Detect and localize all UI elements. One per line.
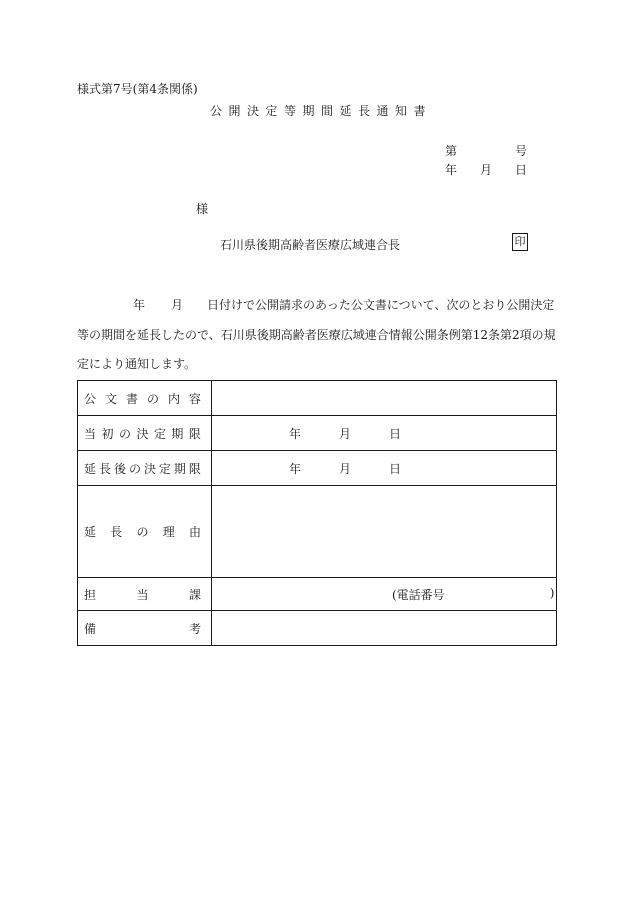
label-char: 限 [188, 461, 201, 476]
table-row [78, 381, 557, 416]
label-char: 当 [136, 587, 149, 602]
recipient-honorific: 様 [196, 202, 209, 216]
label-char: 担 [84, 587, 97, 602]
table-row [78, 486, 557, 578]
label-char: 書 [125, 391, 138, 406]
row-label-extended-deadline [78, 451, 212, 486]
issue-date-day: 日 [515, 163, 528, 177]
row-label-department [78, 578, 212, 611]
label-char: の [118, 426, 131, 441]
reason-field[interactable] [212, 486, 557, 578]
row-label-text [84, 620, 201, 637]
issue-date-month: 月 [480, 163, 493, 177]
row-label-text [84, 460, 201, 477]
label-char: 決 [143, 461, 156, 476]
original-deadline-day: 日 [389, 426, 402, 441]
label-char: 当 [84, 426, 97, 441]
seal-stamp-icon: 印 [512, 233, 528, 251]
original-deadline-month: 月 [339, 426, 352, 441]
phone-number-close: ) [549, 585, 555, 600]
row-label-original-deadline [78, 416, 212, 451]
document-number-label: 第 [445, 144, 458, 158]
body-month: 月 [171, 298, 184, 312]
info-table [77, 380, 557, 646]
label-char: 容 [188, 391, 201, 406]
original-deadline-year: 年 [289, 426, 302, 441]
label-char: 長 [98, 461, 111, 476]
body-paragraph-line-1 [77, 296, 554, 313]
content-field[interactable] [212, 381, 557, 416]
body-paragraph-line-3: 定により通知します。 [77, 357, 197, 371]
extended-deadline-day: 日 [389, 461, 402, 476]
table-row [78, 578, 557, 611]
label-char: 備 [84, 621, 97, 636]
body-text-rest: 日付けで公開請求のあった公文書について、次のとおり公開決定 [207, 298, 555, 312]
row-label-content [78, 381, 212, 416]
extended-deadline-month: 月 [339, 461, 352, 476]
row-label-reason [78, 486, 212, 578]
label-char: 期 [173, 461, 186, 476]
label-char: 後 [113, 461, 126, 476]
label-char: の [146, 391, 159, 406]
label-char: 考 [188, 621, 201, 636]
label-char: 由 [188, 525, 201, 539]
label-char: 延 [84, 461, 97, 476]
body-paragraph-line-2: 等の期間を延長したので、石川県後期高齢者医療広域連合情報公開条例第12条第2項の規 [77, 328, 556, 342]
label-char: 定 [153, 426, 166, 441]
document-title: 公開決定等期間延長通知書 [210, 104, 433, 118]
label-char: 長 [110, 525, 123, 539]
label-char: 文 [104, 391, 117, 406]
row-label-text [84, 425, 201, 442]
phone-number-label: (電話番号 [392, 587, 445, 602]
remarks-field[interactable] [212, 611, 557, 646]
document-number-suffix: 号 [515, 144, 528, 158]
table-row [78, 451, 557, 486]
extended-deadline-year: 年 [289, 461, 302, 476]
body-year: 年 [133, 298, 146, 312]
label-char: 延 [84, 525, 97, 539]
label-char: 内 [167, 391, 180, 406]
label-char: の [128, 461, 141, 476]
table-row [78, 611, 557, 646]
row-label-text [84, 523, 201, 540]
label-char: 理 [162, 525, 175, 539]
label-char: の [136, 525, 149, 539]
label-char: 限 [188, 426, 201, 441]
department-field[interactable] [212, 578, 557, 611]
label-char: 公 [84, 391, 97, 406]
issuer-name: 石川県後期高齢者医療広域連合長 [220, 238, 401, 252]
row-label-remarks [78, 611, 212, 646]
original-deadline-field[interactable] [212, 416, 557, 451]
row-label-text [84, 390, 201, 407]
issue-date-year: 年 [445, 163, 458, 177]
table-row [78, 416, 557, 451]
form-number: 様式第7号(第4条関係) [77, 82, 198, 96]
extended-deadline-field[interactable] [212, 451, 557, 486]
row-label-text [84, 586, 201, 603]
label-char: 期 [171, 426, 184, 441]
label-char: 課 [188, 587, 201, 602]
label-char: 定 [158, 461, 171, 476]
label-char: 初 [101, 426, 114, 441]
label-char: 決 [136, 426, 149, 441]
